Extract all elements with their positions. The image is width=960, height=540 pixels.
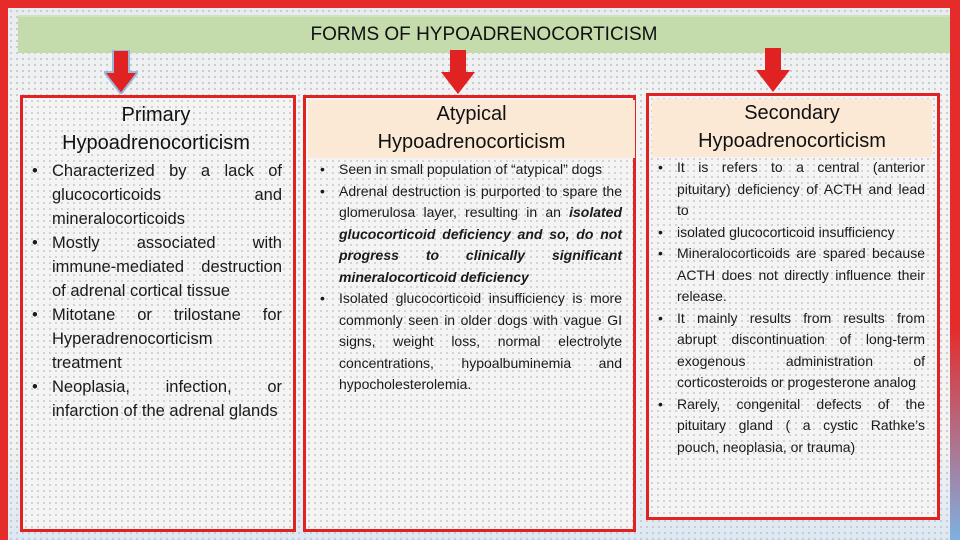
down-arrow-icon: [104, 50, 138, 94]
list-item: • It mainly results from results from abrupt discontinuation of long-term exogenous administration of corticosteroids or progesterone analog: [658, 309, 925, 390]
list-item: • Characterized by a lack of glucocorticoids and mineralocorticoids: [32, 162, 282, 228]
list-item: • Mostly associated with immune-mediated destruction of adrenal cortical tissue: [32, 234, 282, 300]
secondary-heading-line1: Secondary: [744, 102, 840, 124]
list-item: • Adrenal destruction is purported to spare the glomerulosa layer, resulting in an isolated glucocorticoid deficiency and so, do not progress to clinically significant mineralocorticoid deficiency: [320, 182, 622, 285]
list-item: • Mitotane or trilostane for Hyperadrenocorticism treatment: [32, 306, 282, 372]
list-item: • Rarely, congenital defects of the pituitary gland ( a cystic Rathke’s pouch, neoplasia, or trauma): [658, 395, 925, 455]
down-arrow-icon: [756, 48, 790, 92]
list-item: • Isolated glucocorticoid insufficiency is more commonly seen in older dogs with vague GI signs, weight loss, normal electrolyte concentrations, hypoalbuminemia and hypocholesterolemia.: [320, 290, 622, 392]
secondary-heading-line2: Hypoadrenocorticism: [698, 130, 886, 152]
secondary-heading: [652, 99, 932, 157]
primary-heading-line1: Primary: [121, 104, 191, 126]
secondary-list: [658, 157, 925, 458]
list-item: • It is refers to a central (anterior pituitary) deficiency of ACTH and lead to: [658, 159, 925, 218]
primary-heading-line2: Hypoadrenocorticism: [62, 132, 250, 154]
list-item: • Mineralocorticoids are spared because ACTH does not directly influence their release.: [658, 245, 925, 304]
primary-list: [32, 159, 282, 423]
atypical-heading-line2: Hypoadrenocorticism: [377, 131, 566, 153]
list-item: • Neoplasia, infection, or infarction of the adrenal glands: [32, 378, 282, 420]
slide-title: FORMS OF HYPOADRENOCORTICISM: [18, 15, 950, 53]
atypical-list: [320, 159, 622, 396]
list-item: • Seen in small population of “atypical” dogs: [320, 161, 603, 177]
atypical-heading: [308, 100, 635, 158]
down-arrow-icon: [441, 50, 475, 94]
slide-edge: [950, 8, 960, 540]
atypical-heading-line1: Atypical: [436, 103, 507, 125]
list-item: • isolated glucocorticoid insufficiency: [658, 223, 895, 240]
primary-heading: [25, 101, 287, 159]
